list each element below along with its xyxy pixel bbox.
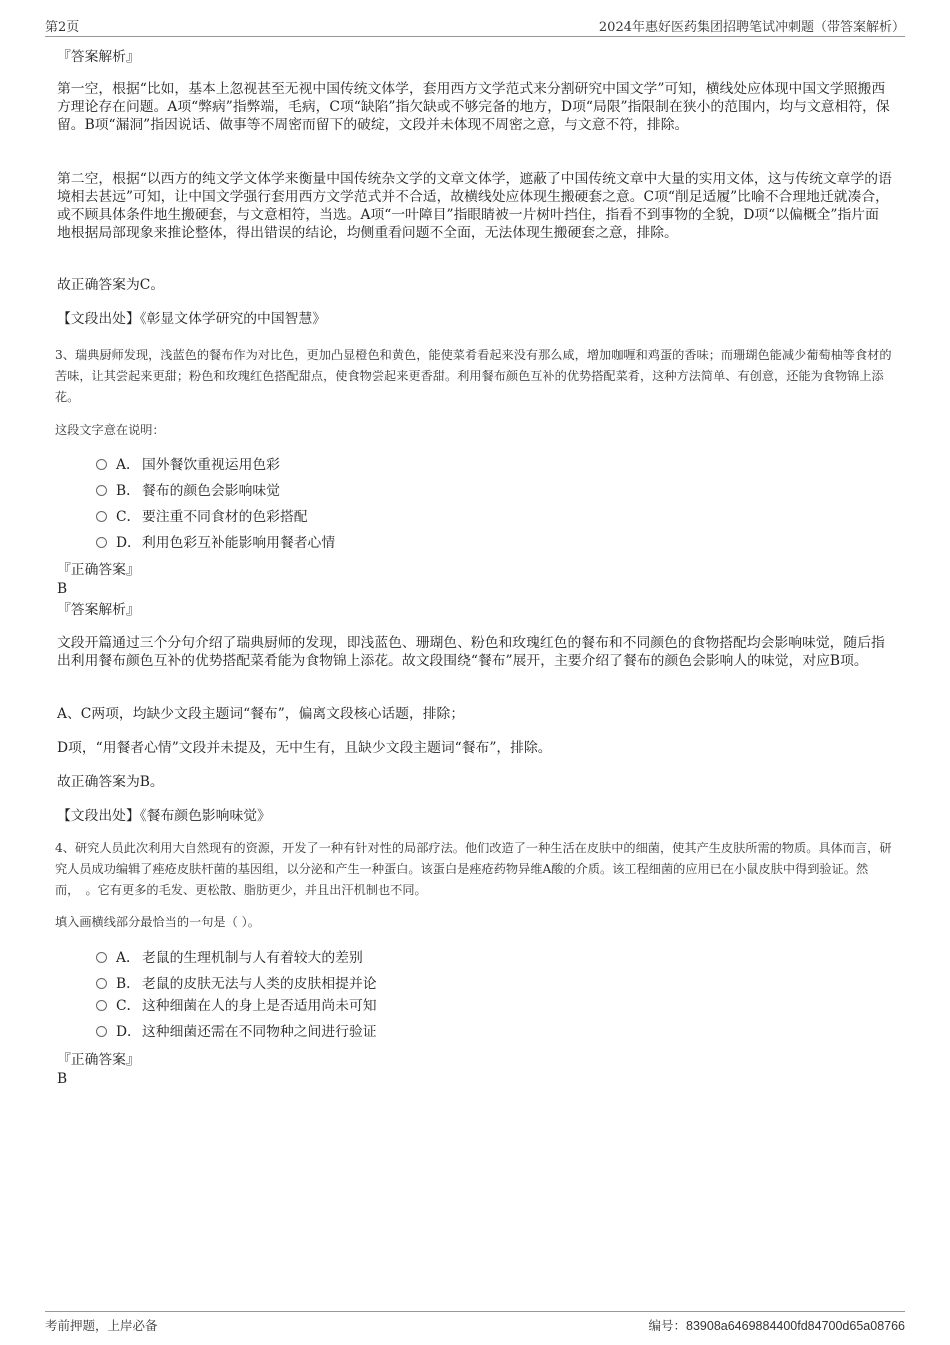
option-text: 国外餐饮重视运用色彩 <box>142 457 280 473</box>
question-3-analysis-d: D项，“用餐者心情”文段并未提及，无中生有，且缺少文段主题词“餐布”，排除。 <box>57 740 552 756</box>
document-code-value: 83908a6469884400fd84700d65a08766 <box>686 1319 905 1333</box>
question-4-option-b[interactable] <box>96 975 377 993</box>
option-letter: D． <box>116 535 141 551</box>
page-footer <box>45 1311 905 1334</box>
question-3-option-d[interactable] <box>96 534 335 552</box>
analysis-paragraph-2: 第二空，根据“以西方的纯文学文体学来衡量中国传统杂文学的文章文体学，遮蔽了中国传统文章中大量的实用文体，这与传统文章学的语境相去甚远”可知，让中国文学强行套用西方文学范式并不合适，故横线处应体现生搬硬套之意。C项“削足适履”比喻不合理地迁就凑合，或不顾具体条件地生搬硬套，与文意相符，当选。A项“一叶障目”指眼睛被一片树叶挡住，指看不到事物的全貌，D项“以偏概全”指片面地根据局部现象来推论整体，得出错误的结论，均侧重看问题不全面，无法体现生搬硬套之意，排除。 <box>57 171 892 241</box>
answer-conclusion: 故正确答案为C。 <box>57 277 165 293</box>
footer-slogan: 考前押题，上岸必备 <box>45 1318 158 1333</box>
option-letter: A． <box>116 457 140 473</box>
document-code <box>649 1316 906 1334</box>
question-3-option-c[interactable] <box>96 508 308 526</box>
page-header <box>45 16 905 37</box>
analysis-label: 『答案解析』 <box>57 49 140 65</box>
question-4-option-a[interactable] <box>96 949 363 967</box>
option-text: 老鼠的皮肤无法与人类的皮肤相提并论 <box>142 976 377 992</box>
question-4-prompt: 填入画横线部分最恰当的一句是（ ）。 <box>55 915 260 929</box>
text-source: 【文段出处】《餐布颜色影响味觉》 <box>57 808 271 824</box>
option-text: 要注重不同食材的色彩搭配 <box>142 509 308 525</box>
question-3-analysis-ac: A、C两项，均缺少文段主题词“餐布”，偏离文段核心话题，排除； <box>57 706 465 722</box>
radio-icon[interactable] <box>96 1026 107 1037</box>
document-code-label: 编号： <box>648 1318 687 1333</box>
correct-answer-label: 『正确答案』 <box>57 1052 140 1068</box>
text-source: 【文段出处】《彰显文体学研究的中国智慧》 <box>57 311 327 327</box>
answer-conclusion: 故正确答案为B。 <box>57 774 164 790</box>
radio-icon[interactable] <box>96 485 107 496</box>
question-4-option-c[interactable] <box>96 997 377 1015</box>
question-3-text: 3、瑞典厨师发现，浅蓝色的餐布作为对比色，更加凸显橙色和黄色，能使菜肴看起来没有那么咸，增加咖喱和鸡蛋的香味；而珊瑚色能减少葡萄柚等食材的苦味，让其尝起来更甜；粉色和玫瑰红色搭配甜点，使食物尝起来更香甜。利用餐布颜色互补的优势搭配菜肴，这种方法简单、有创意，还能为食物锦上添花。 <box>55 348 892 404</box>
analysis-paragraph-1: 第一空，根据“比如，基本上忽视甚至无视中国传统文体学，套用西方文学范式来分割研究中国文学”可知，横线处应体现中国文学照搬西方理论存在问题。A项“弊病”指弊端，毛病，C项“缺陷”指欠缺或不够完备的地方，D项“局限”指限制在狭小的范围内，均与文意相符，保留。B项“漏洞”指因说话、做事等不周密而留下的破绽，文段并未体现不周密之意，与文意不符，排除。 <box>57 81 890 133</box>
page-number: 第2页 <box>45 20 80 35</box>
option-text: 利用色彩互补能影响用餐者心情 <box>142 535 336 551</box>
question-3-option-b[interactable] <box>96 482 280 500</box>
analysis-label: 『答案解析』 <box>57 602 140 618</box>
document-title: 2024年惠好医药集团招聘笔试冲刺题（带答案解析） <box>598 20 905 35</box>
option-text: 这种细菌在人的身上是否适用尚未可知 <box>142 998 377 1014</box>
radio-icon[interactable] <box>96 459 107 470</box>
option-letter: D． <box>116 1024 141 1040</box>
option-letter: B． <box>116 483 140 499</box>
option-letter: B． <box>116 976 140 992</box>
radio-icon[interactable] <box>96 537 107 548</box>
radio-icon[interactable] <box>96 978 107 989</box>
option-letter: C． <box>116 998 141 1014</box>
question-3-analysis: 文段开篇通过三个分句介绍了瑞典厨师的发现，即浅蓝色、珊瑚色、粉色和玫瑰红色的餐布和不同颜色的食物搭配均会影响味觉，随后指出利用餐布颜色互补的优势搭配菜肴能为食物锦上添花。故文段围绕“餐布”展开，主要介绍了餐布的颜色会影响人的味觉，对应B项。 <box>57 635 885 669</box>
option-letter: C． <box>116 509 141 525</box>
correct-answer-value: B <box>57 581 68 597</box>
question-3-option-a[interactable] <box>96 456 280 474</box>
option-text: 餐布的颜色会影响味觉 <box>142 483 280 499</box>
radio-icon[interactable] <box>96 511 107 522</box>
option-text: 这种细菌还需在不同物种之间进行验证 <box>142 1024 377 1040</box>
question-3-prompt: 这段文字意在说明： <box>55 423 165 437</box>
option-letter: A． <box>116 950 140 966</box>
radio-icon[interactable] <box>96 952 107 963</box>
option-text: 老鼠的生理机制与人有着较大的差别 <box>142 950 363 966</box>
question-4-text: 4、研究人员此次利用大自然现有的资源，开发了一种有针对性的局部疗法。他们改造了一种生活在皮肤中的细菌，使其产生皮肤所需的物质。具体而言，研究人员成功编辑了痤疮皮肤杆菌的基因组，以分泌和产生一种蛋白。该蛋白是痤疮药物异维A酸的介质。该工程细菌的应用已在小鼠皮肤中得到验证。然而， 。它有更多的毛发、更松散、脂肪更少，并且出汗机制也不同。 <box>55 841 892 897</box>
correct-answer-label: 『正确答案』 <box>57 562 140 578</box>
radio-icon[interactable] <box>96 1000 107 1011</box>
correct-answer-value: B <box>57 1071 68 1087</box>
question-4-option-d[interactable] <box>96 1023 377 1041</box>
